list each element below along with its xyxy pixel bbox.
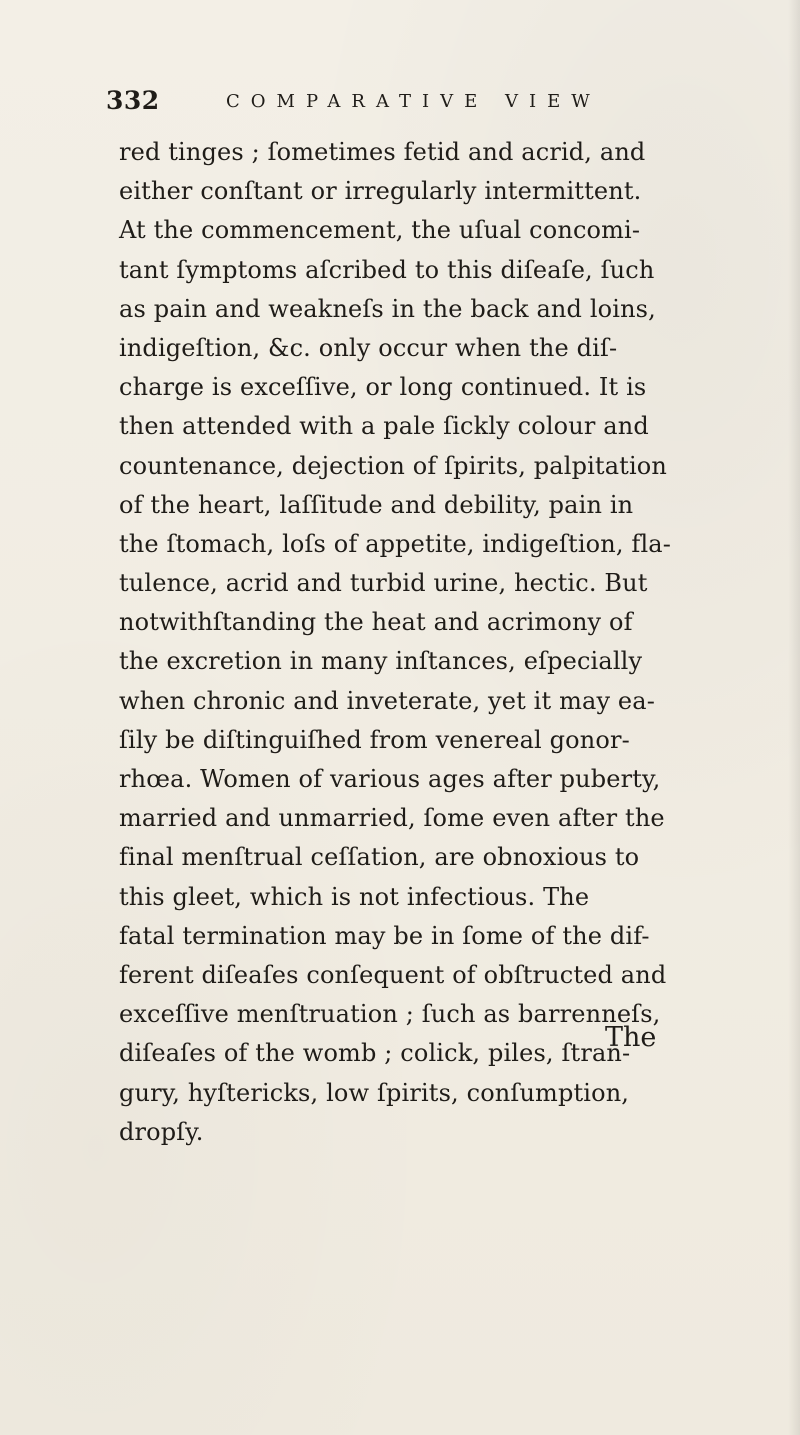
text-line: countenance, dejection of ſpirits, palpitation	[119, 451, 668, 480]
page-number: 332	[106, 86, 160, 115]
catchword: The	[605, 1022, 657, 1053]
text-line: as pain and weakneſs in the back and loins,	[119, 294, 656, 323]
text-line: married and unmarried, ſome even after the	[119, 804, 665, 833]
text-line: of the heart, laſſitude and debility, pain in	[119, 490, 634, 519]
text-line: this gleet, which is not infectious. The	[119, 882, 590, 911]
text-line: diſeaſes of the womb ; colick, piles, ſtran-	[119, 1039, 631, 1068]
text-line: the ſtomach, loſs of appetite, indigeſtion, fla-	[119, 529, 671, 558]
text-line: tant ſymptoms aſcribed to this diſeaſe, ſuch	[119, 255, 655, 284]
text-line: tulence, acrid and turbid urine, hectic. But	[119, 569, 648, 598]
text-line: charge is exceſſive, or long continued. It is	[119, 373, 647, 402]
running-head	[106, 84, 666, 118]
text-line: exceſſive menſtruation ; ſuch as barrenneſs,	[119, 1000, 661, 1029]
body-text	[119, 133, 679, 1152]
text-line: then attended with a pale ſickly colour and	[119, 412, 649, 441]
text-line: gury, hyſtericks, low ſpirits, conſumption,	[119, 1078, 630, 1107]
text-line: notwithſtanding the heat and acrimony of	[119, 608, 633, 637]
text-line: when chronic and inveterate, yet it may ea-	[119, 686, 656, 715]
text-line: fatal termination may be in ſome of the dif-	[119, 921, 650, 950]
text-line: the excretion in many inſtances, eſpecially	[119, 647, 643, 676]
text-line: dropſy.	[119, 1117, 204, 1146]
text-line: final menſtrual ceſſation, are obnoxious to	[119, 843, 640, 872]
text-line: At the commencement, the uſual concomi-	[119, 216, 641, 245]
text-line: red tinges ; ſometimes fetid and acrid, and	[119, 138, 646, 166]
text-line: indigeſtion, &c. only occur when the diſ-	[119, 333, 618, 362]
text-line: ferent diſeaſes conſequent of obſtructed and	[119, 960, 667, 989]
running-head-title: COMPARATIVE VIEW	[226, 91, 601, 112]
page-edge-shadow	[788, 0, 800, 1435]
text-line: either conſtant or irregularly intermittent.	[119, 177, 642, 206]
text-line: ſily be diſtinguiſhed from venereal gonor-	[119, 725, 630, 754]
text-line: rhœa. Women of various ages after puberty,	[119, 765, 661, 793]
